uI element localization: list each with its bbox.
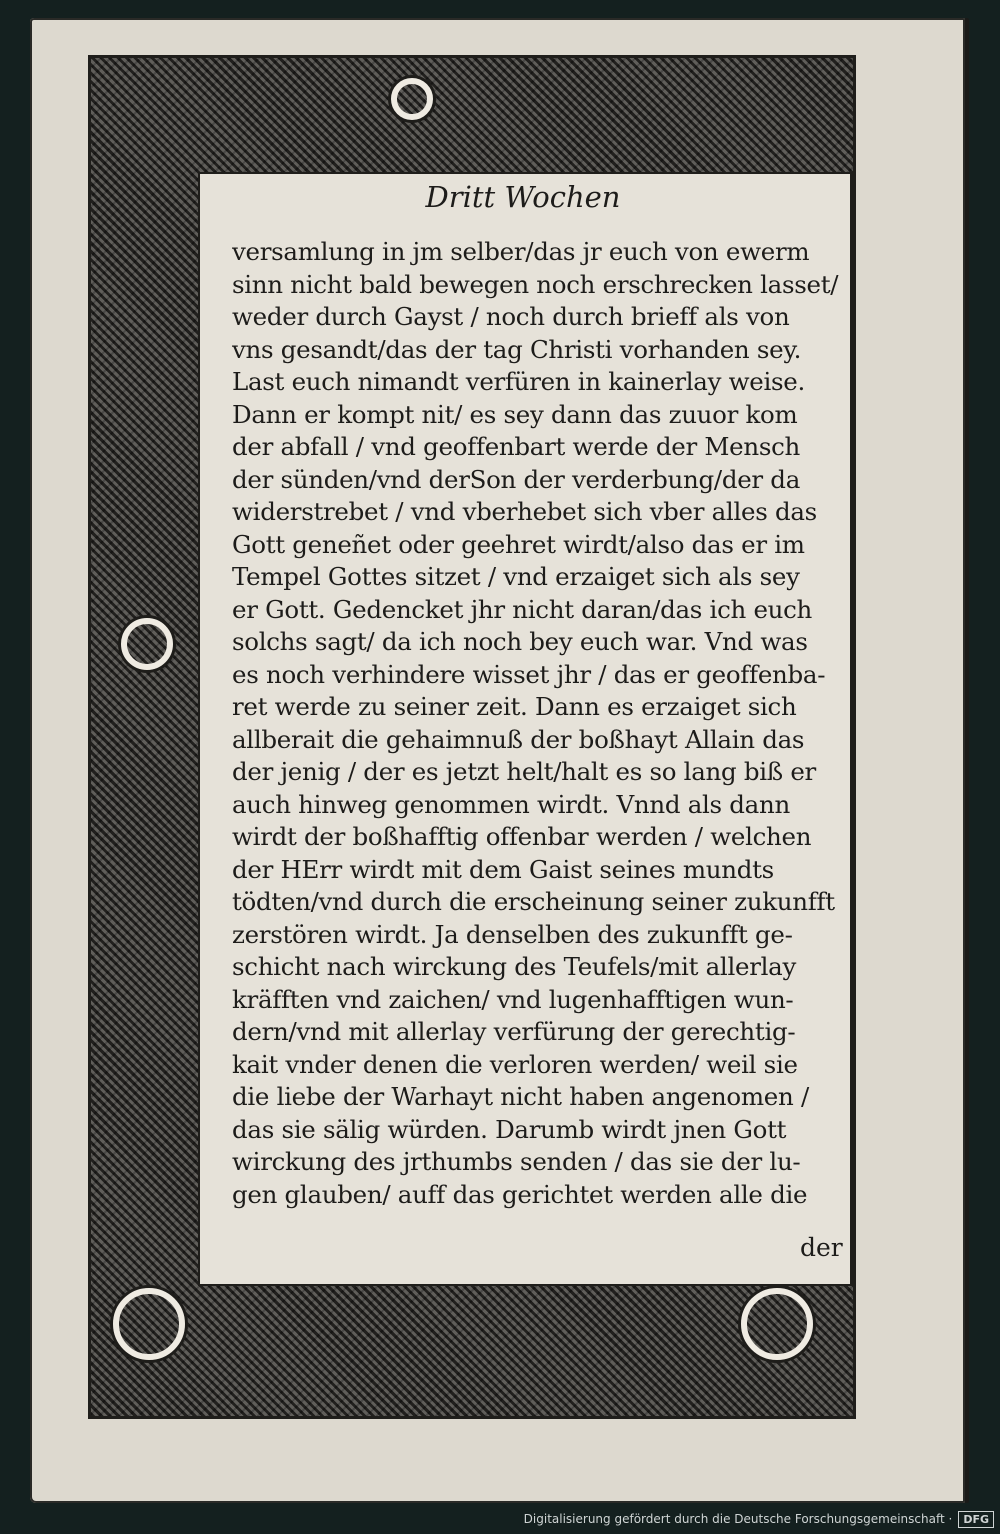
text-line: schicht nach wirckung des Teufels/mit allerlay (232, 952, 796, 981)
scroll-ornament-icon (113, 1288, 185, 1360)
text-line: ret werde zu seiner zeit. Dann es erzaiget sich (232, 692, 797, 721)
text-line: es noch verhindere wisset jhr / das er geoffenba- (232, 659, 826, 689)
text-line: der jenig / der es jetzt helt/halt es so lang biß er (232, 757, 816, 786)
text-line: Dann er kompt nit/ es sey dann das zuuor kom (232, 399, 798, 429)
text-line: Gott geneñet oder geehret wirdt/also das er im (232, 529, 805, 559)
text-line: widerstrebet / vnd vberhebet sich vber alles das (232, 497, 817, 526)
text-line: auch hinweg genommen wirdt. Vnnd als dann (232, 789, 790, 819)
text-line: weder durch Gayst / noch durch brieff als von (232, 302, 790, 331)
text-line: er Gott. Gedencket jhr nicht daran/das ich euch (232, 594, 813, 624)
dfg-logo-icon: DFG (958, 1511, 994, 1528)
text-line: vns gesandt/das der tag Christi vorhanden sey. (232, 334, 802, 364)
text-line: solchs sagt/ da ich noch bey euch war. Vnd was (232, 627, 808, 656)
text-line: gen glauben/ auff das gerichtet werden alle die (232, 1179, 808, 1209)
text-line: der HErr wirdt mit dem Gaist seines mundts (232, 854, 774, 884)
text-line: wirdt der boßhafftig offenbar werden / welchen (232, 822, 812, 851)
text-line: der abfall / vnd geoffenbart werde der Mensch (232, 432, 800, 461)
text-line: Last euch nimandt verfüren in kainerlay weise. (232, 367, 805, 396)
text-line: das sie sälig würden. Darumb wirdt jnen Gott (232, 1114, 787, 1144)
footer-text: Digitalisierung gefördert durch die Deutsche Forschungsgemeinschaft · (523, 1512, 953, 1526)
body-text (232, 236, 844, 1211)
catchword: der (800, 1233, 843, 1262)
text-line: sinn nicht bald bewegen noch erschrecken lasset/ (232, 269, 839, 299)
text-line: allberait die gehaimnuß der boßhayt Allain das (232, 724, 805, 754)
scroll-ornament-icon (391, 78, 433, 120)
running-head: Dritt Wochen (425, 180, 621, 214)
text-line: kräfften vnd zaichen/ vnd lugenhafftigen wun- (232, 984, 794, 1014)
text-line: dern/vnd mit allerlay verfürung der gerechtig- (232, 1017, 796, 1046)
scroll-ornament-icon (741, 1288, 813, 1360)
text-line: wirckung des jrthumbs senden / das sie der lu- (232, 1147, 801, 1176)
text-line: die liebe der Warhayt nicht haben angenomen / (232, 1082, 809, 1111)
text-line: zerstören wirdt. Ja denselben des zukunfft ge- (232, 919, 793, 949)
text-line: der sünden/vnd derSon der verderbung/der da (232, 464, 800, 494)
text-line: versamlung in jm selber/das jr euch von ewerm (232, 237, 810, 266)
text-line: tödten/vnd durch die erscheinung seiner zukunfft (232, 887, 835, 916)
footer-credit (524, 1508, 994, 1530)
scroll-ornament-icon (121, 618, 173, 670)
text-line: kait vnder denen die verloren werden/ weil sie (232, 1049, 798, 1079)
text-line: Tempel Gottes sitzet / vnd erzaiget sich als sey (232, 562, 800, 591)
